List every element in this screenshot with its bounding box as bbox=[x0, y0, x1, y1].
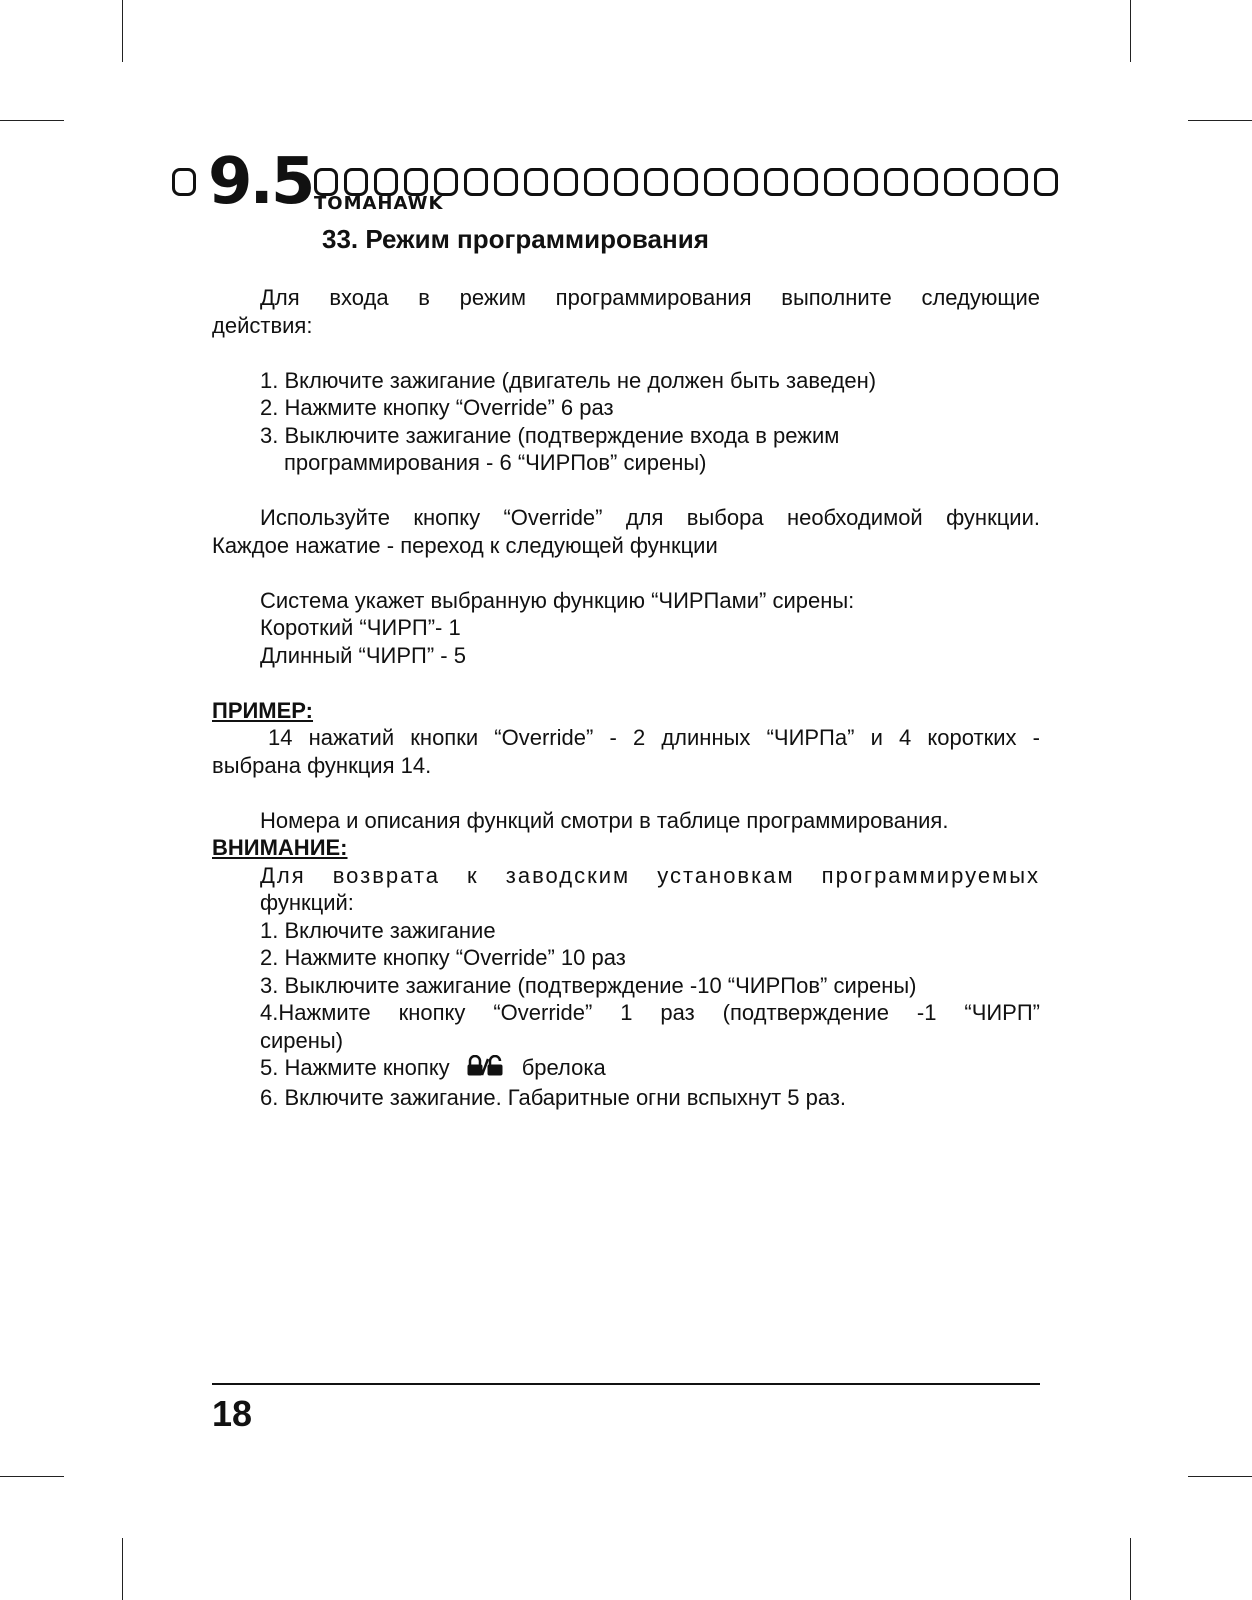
enter-step-2: 2. Нажмите кнопку “Override” 6 раз bbox=[260, 395, 614, 420]
attention-heading: ВНИМАНИЕ: bbox=[212, 835, 348, 860]
attention-line-2: функций: bbox=[260, 890, 354, 915]
page-content bbox=[212, 284, 1040, 1111]
reset-step-4-cont: сирены) bbox=[260, 1027, 344, 1053]
enter-step-3-cont: программирования - 6 “ЧИРПов” сирены) bbox=[284, 450, 707, 475]
intro-line-1: Для входа в режим программирования выполните следующие bbox=[260, 285, 1040, 310]
example-line-1: 14 нажатий кнопки “Override” - 2 длинных “ЧИРПа” и 4 коротких - bbox=[268, 725, 1040, 750]
header-logo: 9.5 bbox=[208, 145, 313, 219]
select-line-2: Каждое нажатие - переход к следующей функции bbox=[212, 532, 718, 558]
reset-step-3: 3. Выключите зажигание (подтверждение -10 “ЧИРПов” сирены) bbox=[260, 972, 917, 998]
crop-mark-top-left bbox=[122, 0, 123, 62]
crop-mark-left-bottom bbox=[0, 1476, 64, 1477]
enter-step-3: 3. Выключите зажигание (подтверждение входа в режим bbox=[260, 422, 840, 448]
crop-mark-bottom-right bbox=[1130, 1538, 1131, 1600]
crop-mark-bottom-left bbox=[122, 1538, 123, 1600]
enter-step-1: 1. Включите зажигание (двигатель не должен быть заведен) bbox=[260, 367, 877, 393]
intro-line-2: действия: bbox=[212, 312, 313, 338]
page-number: 18 bbox=[212, 1393, 253, 1434]
example-line-2: выбрана функция 14. bbox=[212, 752, 432, 778]
reset-step-5-before: 5. Нажмите кнопку bbox=[260, 1055, 450, 1080]
crop-mark-left-top bbox=[0, 120, 64, 121]
reset-step-6: 6. Включите зажигание. Габаритные огни вспыхнут 5 раз. bbox=[260, 1084, 847, 1110]
reset-step-1: 1. Включите зажигание bbox=[260, 917, 496, 943]
reset-step-2: 2. Нажмите кнопку “Override” 10 раз bbox=[260, 945, 626, 970]
crop-mark-right-bottom bbox=[1188, 1476, 1252, 1477]
reset-step-5 bbox=[212, 1054, 1040, 1084]
reset-step-5-after: брелока bbox=[521, 1055, 606, 1080]
attention-line-1: Для возврата к заводским установкам программируемых bbox=[260, 862, 1040, 888]
lock-unlock-icon bbox=[464, 1055, 504, 1084]
crop-mark-right-top bbox=[1188, 120, 1252, 121]
footer-rule bbox=[212, 1383, 1040, 1385]
crop-mark-top-right bbox=[1130, 0, 1131, 62]
section-title: 33. Режим программирования bbox=[322, 224, 709, 254]
select-line-1: Используйте кнопку “Override” для выбора необходимой функции. bbox=[260, 505, 1040, 530]
indication-line-1: Система укажет выбранную функцию “ЧИРПами” сирены: bbox=[260, 587, 855, 613]
reference-note: Номера и описания функций смотри в таблице программирования. bbox=[260, 807, 949, 833]
page-header bbox=[172, 145, 1082, 222]
reset-step-4: 4.Нажмите кнопку “Override” 1 раз (подтверждение -1 “ЧИРП” bbox=[260, 1000, 1040, 1025]
indication-long: Длинный “ЧИРП” - 5 bbox=[260, 642, 466, 668]
header-box bbox=[172, 168, 196, 196]
example-heading: ПРИМЕР: bbox=[212, 697, 314, 723]
indication-short: Короткий “ЧИРП”- 1 bbox=[260, 615, 461, 640]
header-brand: TOMAHAWK bbox=[314, 193, 444, 214]
